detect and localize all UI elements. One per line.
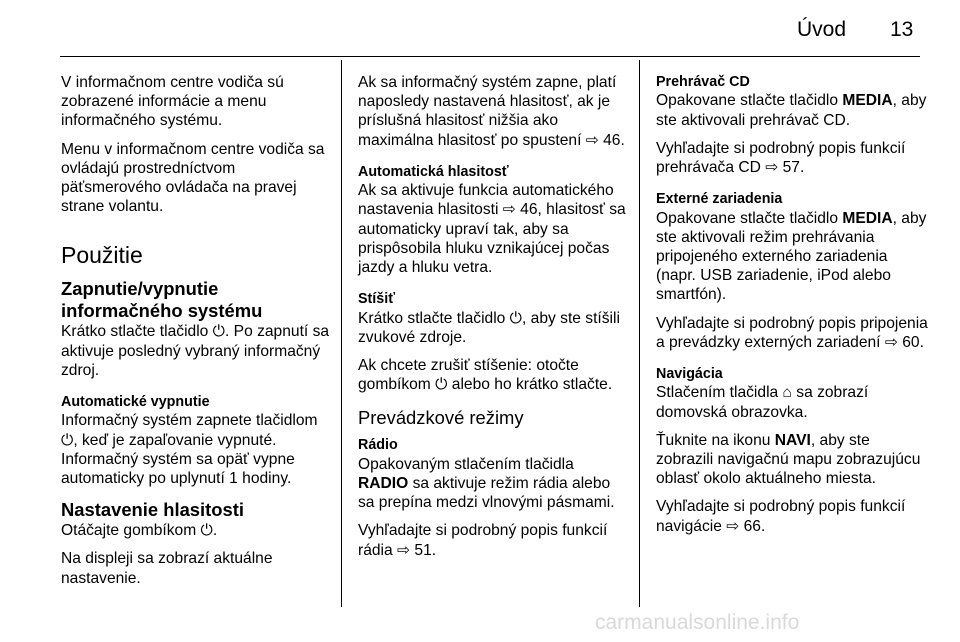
subsection-heading-hlasitost: Nastavenie hlasitosti (61, 499, 244, 521)
text-run: Opakovane stlačte tlačidlo (656, 92, 843, 110)
subheading-radio: Rádio (358, 437, 398, 454)
paragraph: Ak sa informačný systém zapne, platí naposledy nastavená hlasitosť, ak je príslušná hlasitosť nižšia ako maximálna hlasitosť po spustení ⇨ 46. (358, 74, 625, 149)
paragraph (656, 209, 928, 305)
text-run: sa aktivuje režim rádia alebo sa prepína medzi vlnovými pásmami. (358, 475, 615, 512)
subheading-navigation: Navigácia (656, 366, 723, 383)
subheading-auto-volume: Automatická hlasitosť (358, 163, 509, 180)
paragraph: Informačný systém zapnete tlačidlom ⏻, keď je zapaľovanie vypnuté. Informačný systém sa opäť vypne automaticky po uplynutí 1 hodiny. (61, 412, 318, 488)
paragraph: Ak sa aktivuje funkcia automatického nastavenia hlasitosti ⇨ 46, hlasitosť sa automaticky upraví tak, aby sa prispôsobila hluku vznikajúcej počas jazdy a hluku vetra. (358, 182, 626, 277)
button-name-radio: RADIO (358, 475, 409, 493)
text-run: Opakovaným stlačením tlačidla (358, 455, 574, 473)
paragraph: Menu v informačnom centre vodiča sa ovládajú prostredníctvom päťsmerového ovládača na pravej strane volantu. (61, 140, 325, 216)
subheading-auto-off: Automatické vypnutie (61, 394, 210, 411)
paragraph: Krátko stlačte tlačidlo ⏻, aby ste stíšili zvukové zdroje. (358, 309, 620, 346)
subheading-mute: Stíšiť (358, 291, 396, 308)
column-1 (61, 73, 333, 597)
paragraph: Na displeji sa zobrazí aktuálne nastavenie. (61, 550, 273, 587)
text-run: Ťuknite na ikonu (656, 431, 775, 449)
subsection-heading-rezimy: Prevádzkové režimy (358, 407, 524, 429)
text-run: , aby ste aktivovali režim prehrávania pripojeného externého zariadenia (napr. USB zariadenie, iPod alebo smartfón). (656, 209, 927, 304)
paragraph (358, 455, 630, 513)
section-heading-pouzitie: Použitie (61, 242, 143, 269)
paragraph: Krátko stlačte tlačidlo ⏻. Po zapnutí sa aktivuje posledný vybraný informačný zdroj. (61, 323, 330, 379)
page-number: 13 (890, 18, 914, 41)
button-name-media: MEDIA (842, 92, 893, 110)
subsection-heading-zapnutie: Zapnutie/vypnutie informačného systému (61, 278, 263, 322)
subheading-cd-player: Prehrávač CD (656, 74, 750, 90)
paragraph (656, 431, 928, 489)
paragraph (656, 91, 928, 129)
text-run: , aby ste zobrazili navigačnú mapu zobrazujúcu oblasť okolo aktuálneho miesta. (656, 431, 921, 488)
paragraph: Ak chcete zrušiť stíšenie: otočte gombíkom ⏻ alebo ho krátko stlačte. (358, 357, 613, 394)
text-run: , aby ste aktivovali prehrávač CD. (656, 92, 927, 129)
header-divider (60, 56, 920, 57)
paragraph: Vyhľadajte si podrobný popis funkcií rádia ⇨ 51. (358, 522, 608, 559)
subheading-external-devices: Externé zariadenia (656, 191, 783, 208)
column-3 (656, 73, 928, 545)
paragraph: Vyhľadajte si podrobný popis funkcií prehrávača CD ⇨ 57. (656, 139, 906, 177)
column-2 (358, 73, 630, 569)
column-divider-left (341, 60, 342, 607)
text-run: Opakovane stlačte tlačidlo (656, 209, 843, 227)
paragraph: V informačnom centre vodiča sú zobrazené informácie a menu informačného systému. (61, 74, 284, 130)
page-header-title: Úvod (797, 18, 847, 41)
watermark-url: carmanualsonline.info (595, 611, 800, 634)
paragraph: Stlačením tlačidla ⌂ sa zobrazí domovská obrazovka. (656, 384, 869, 421)
paragraph: Vyhľadajte si podrobný popis funkcií navigácie ⇨ 66. (656, 498, 906, 535)
button-name-navi: NAVI (774, 431, 811, 449)
paragraph: Otáčajte gombíkom ⏻. (61, 522, 218, 540)
column-divider-right (639, 60, 640, 607)
button-name-media: MEDIA (842, 209, 893, 227)
paragraph: Vyhľadajte si podrobný popis pripojenia a prevádzky externých zariadení ⇨ 60. (656, 314, 928, 351)
